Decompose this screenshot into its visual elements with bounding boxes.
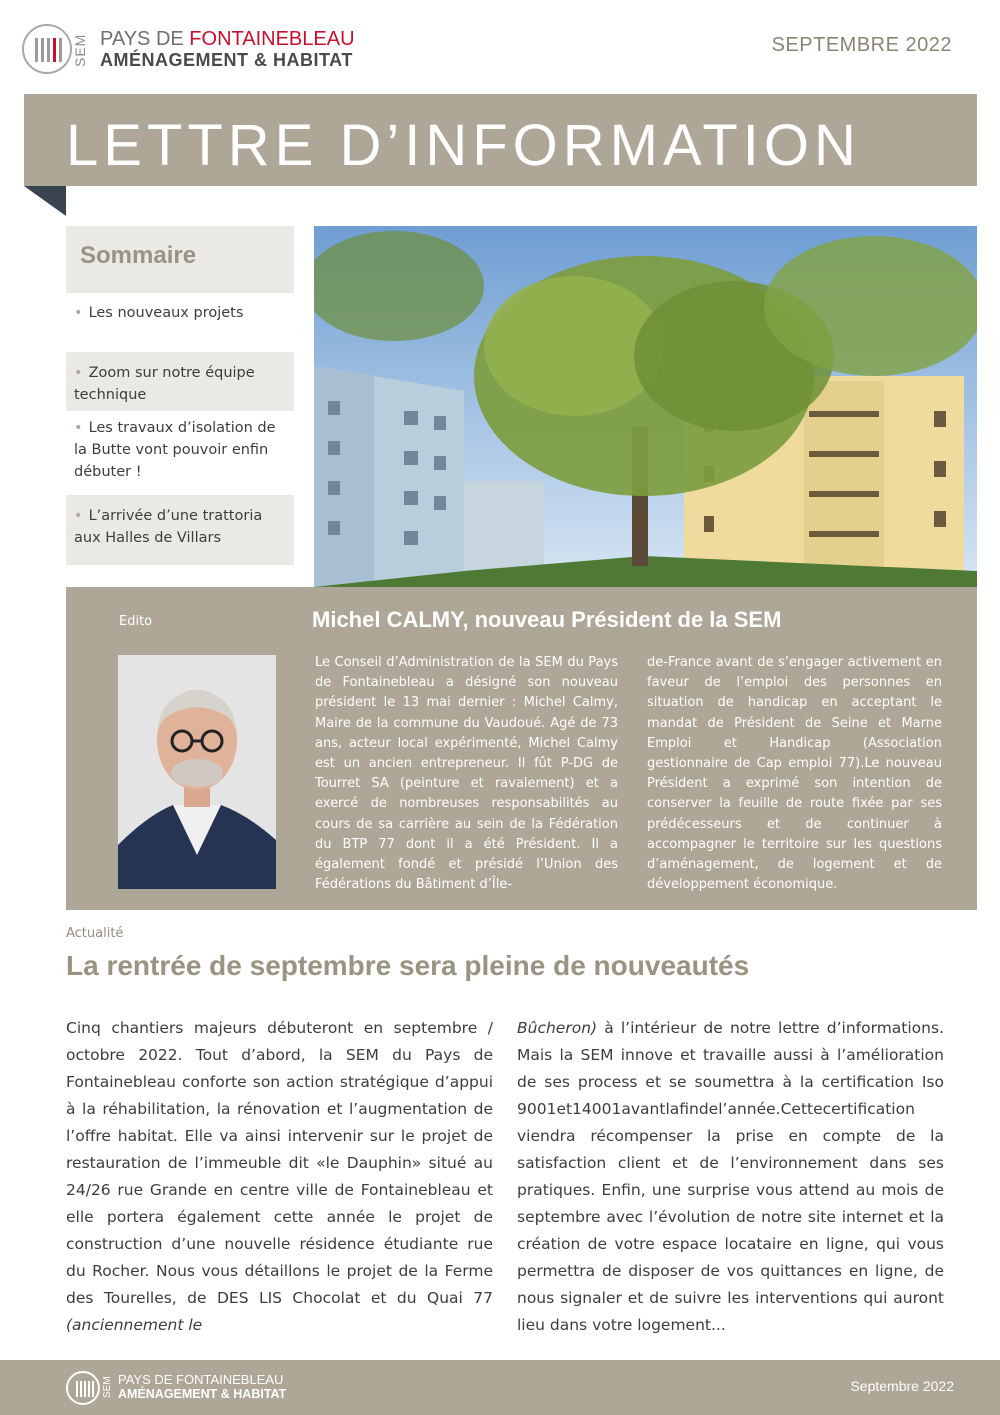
sem-logo-icon	[22, 24, 72, 74]
president-portrait-illustration	[118, 655, 276, 889]
actualite-col1-italic: (anciennement le	[66, 1316, 203, 1334]
title-band	[24, 94, 977, 186]
actualite-col2-italic: Bûcheron)	[517, 1019, 598, 1037]
sommaire-panel	[66, 226, 294, 565]
logo-sem-text: SEM	[72, 33, 88, 67]
bullet-dot-icon: •	[74, 508, 83, 524]
sommaire-item[interactable]	[66, 302, 294, 344]
sommaire-item[interactable]	[66, 417, 294, 491]
footer-logo-line1: PAYS DE FONTAINEBLEAU	[118, 1372, 284, 1387]
actualite-text-column-2	[517, 1015, 944, 1339]
president-portrait	[118, 655, 276, 889]
edito-text-column-1: Le Conseil d’Administration de la SEM du Pays de Fontainebleau a désigné son nouveau président le 13 mai dernier : Michel Calmy, Maire de la commune du Vaudoué. Agé de 73 ans, acteur local expérimenté, Michel Calmy est un ancien entrepreneur. Il fût P-DG de Tourret SA (peinture et ravalement) et a exercé de nombreuses responsabilités au cours de sa carrière au sein de la Fédération du BTP 77 dont il a été Président. Il a également fondé et présidé l’Union des Fédérations du Bâtiment d’Île-	[315, 655, 618, 893]
sommaire-item-label: L’arrivée d’une trattoria aux Halles de Villars	[74, 508, 263, 546]
actualite-title: La rentrée de septembre sera pleine de nouveautés	[66, 950, 750, 981]
sem-logo-icon	[66, 1371, 100, 1405]
footer-logo-line2: AMÉNAGEMENT & HABITAT	[118, 1387, 287, 1401]
sommaire-item[interactable]	[66, 352, 294, 411]
sommaire-item-label: Les travaux d’isolation de la Butte vont pouvoir enfin débuter !	[74, 420, 276, 480]
actualite-col2-text: à l’intérieur de notre lettre d’informations. Mais la SEM innove et travaille aussi à l’amélioration de ses process et se soumettra à la certification Iso 9001et14001avantlafindel’année.Cettecertification viendra récompenser la prise en compte de la satisfaction client et de l’environnement dans ses pratiques. Enfin, une surprise vous attend au mois de septembre avec l’évolution de notre site internet et la création de votre espace locataire en ligne, qui vous permettra de disposer de vos quittances en ligne, de nous signaler et de suivre les interventions qui auront lieu dans votre logement...	[517, 1019, 944, 1334]
header-logo	[22, 24, 355, 76]
edito-section	[66, 587, 977, 910]
bullet-dot-icon: •	[74, 305, 83, 321]
sommaire-item-label: Les nouveaux projets	[88, 305, 244, 321]
edito-title: Michel CALMY, nouveau Président de la SEM	[312, 607, 782, 632]
sommaire-heading: Sommaire	[66, 226, 294, 293]
edito-text-column-2: de-France avant de s’engager activement en faveur de l’emploi des personnes en situation de handicap en acceptant le mandat de Président de Seine et Marne Emploi et Handicap (Association gestionnaire de Cap emploi 77).Le nouveau Président a exprimé son intention de conserver la feuille de route fixée par ses prédécesseurs et de continuer à accompagner le territoire sur les questions d’aménagement, de logement et de développement économique.	[647, 655, 942, 893]
title-fold-decoration	[24, 186, 66, 216]
footer-date: Septembre 2022	[850, 1378, 954, 1394]
logo-line1	[100, 28, 355, 51]
residence-photo-illustration	[314, 226, 977, 587]
sommaire-item-label: Zoom sur notre équipe technique	[74, 365, 255, 403]
logo-line1-b: FONTAINEBLEAU	[189, 28, 355, 50]
footer-logo	[66, 1370, 296, 1406]
logo-line2: AMÉNAGEMENT & HABITAT	[100, 50, 353, 70]
bullet-dot-icon: •	[74, 365, 83, 381]
actualite-label: Actualité	[66, 926, 124, 941]
sommaire-item[interactable]	[66, 495, 294, 565]
page-footer	[0, 1360, 1000, 1415]
page-title: LETTRE D’INFORMATION	[66, 113, 861, 178]
logo-line1-a: PAYS DE	[100, 28, 190, 50]
actualite-text-column-1	[66, 1015, 493, 1339]
residence-photo	[314, 226, 977, 587]
bullet-dot-icon: •	[74, 420, 83, 436]
edito-label: Edito	[119, 614, 153, 629]
header-date: SEPTEMBRE 2022	[771, 34, 952, 56]
footer-logo-sem-text: SEM	[102, 1376, 113, 1398]
actualite-col1-text: Cinq chantiers majeurs débuteront en septembre / octobre 2022. Tout d’abord, la SEM du Pays de Fontainebleau conforte son action stratégique d’appui à la réhabilitation, la rénovation et l’augmentation de l’offre habitat. Elle va ainsi intervenir sur le projet de restauration de l’immeuble dit «le Dauphin» situé au 24/26 rue Grande en centre ville de Fontainebleau et elle portera également cette année le projet de construction d’une nouvelle résidence étudiante rue du Rocher. Nous vous détaillons le projet de la Ferme des Tourelles, de DES LIS Chocolat et du Quai 77	[66, 1019, 493, 1307]
